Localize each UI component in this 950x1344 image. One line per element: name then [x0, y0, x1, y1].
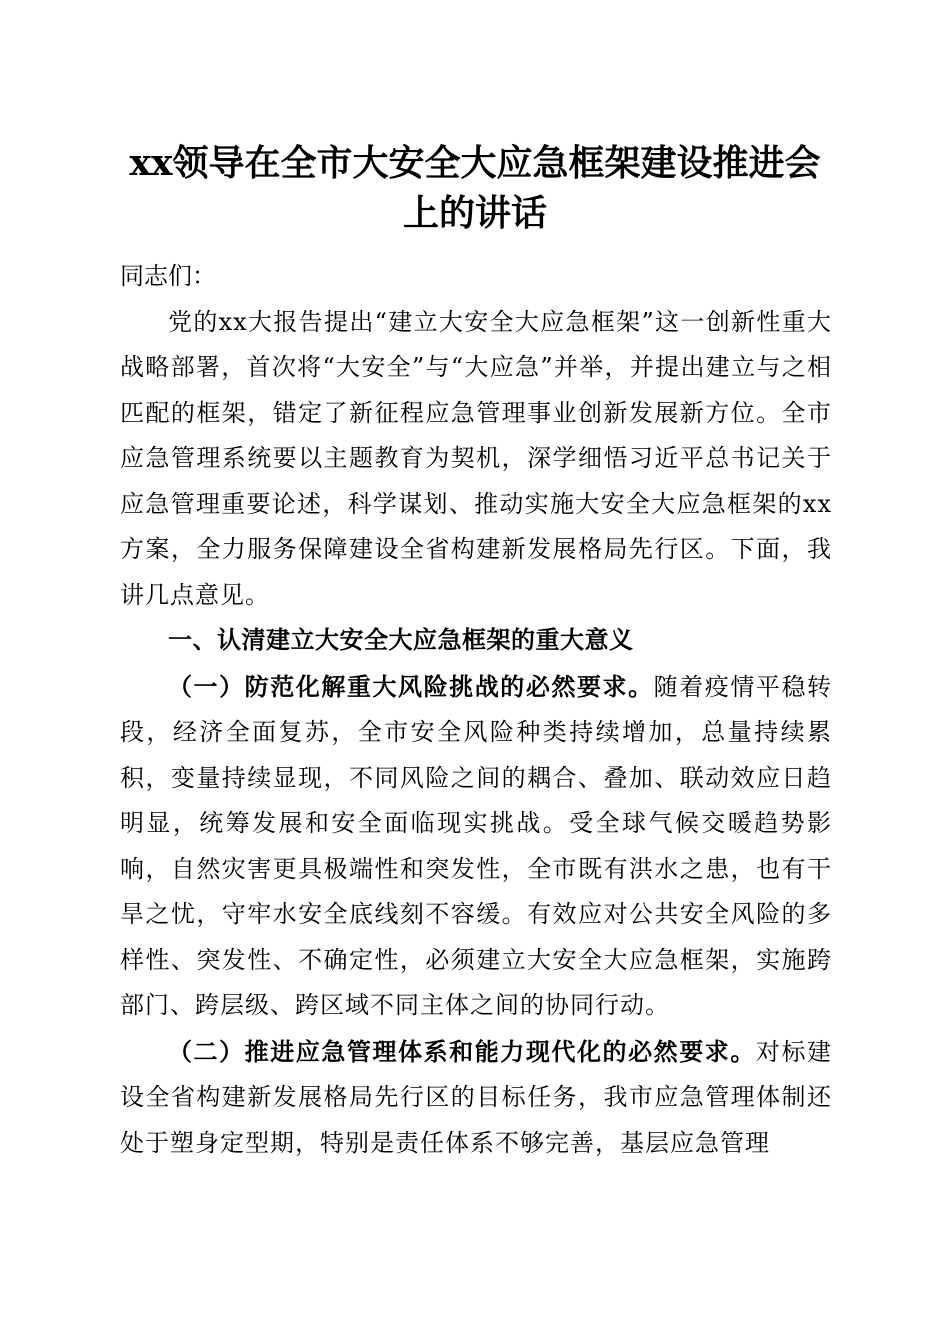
subsection-text-2: 对标建设全省构建新发展格局先行区的目标任务，我市应急管理体制还处于塑身定型期，特别是责任体系不够完善，基层应急管理: [120, 1037, 833, 1157]
title-line-1: xx领导在全市大安全大应急框架建设推进会: [129, 142, 821, 184]
subsection-text-1: 随着疫情平稳转段，经济全面复苏，全市安全风险种类持续增加，总量持续累积，变量持续显现，不同风险之间的耦合、叠加、联动效应日趋明显，统筹发展和安全面临现实挑战。受全球气候交暖趋势影响，自然灾害更具极端性和突发性，全市既有洪水之患，也有干旱之忧，守牢水安全底线刻不容缓。有效应对公共安全风险的多样性、突发性、不确定性，必须建立大安全大应急框架，实施跨部门、跨层级、跨区域不同主体之间的协同行动。: [120, 672, 833, 1019]
salutation: 同志们：: [120, 262, 216, 290]
document-body: [120, 254, 832, 1166]
subsection-paragraph-1: [120, 664, 832, 1029]
subsection-heading-2: （二）推进应急管理体系和能力现代化的必然要求。: [168, 1036, 756, 1066]
intro-paragraph: 党的xx大报告提出“建立大安全大应急框架”这一创新性重大战略部署，首次将“大安全”与“大应急”并举，并提出建立与之相匹配的框架，错定了新征程应急管理事业创新发展新方位。全市应急管理系统要以主题教育为契机，深学细悟习近平总书记关于应急管理重要论述，科学谋划、推动实施大安全大应急框架的xx方案，全力服务保障建设全省构建新发展格局先行区。下面，我讲几点意见。: [120, 307, 832, 609]
subsection-heading-1: （一）防范化解重大风险挑战的必然要求。: [168, 671, 654, 701]
title-line-2: 上的讲话: [402, 192, 547, 234]
section-heading-1: 一、认清建立大安全大应急框架的重大意义: [168, 626, 634, 654]
document-title: [100, 138, 850, 238]
subsection-paragraph-2: [120, 1029, 832, 1167]
